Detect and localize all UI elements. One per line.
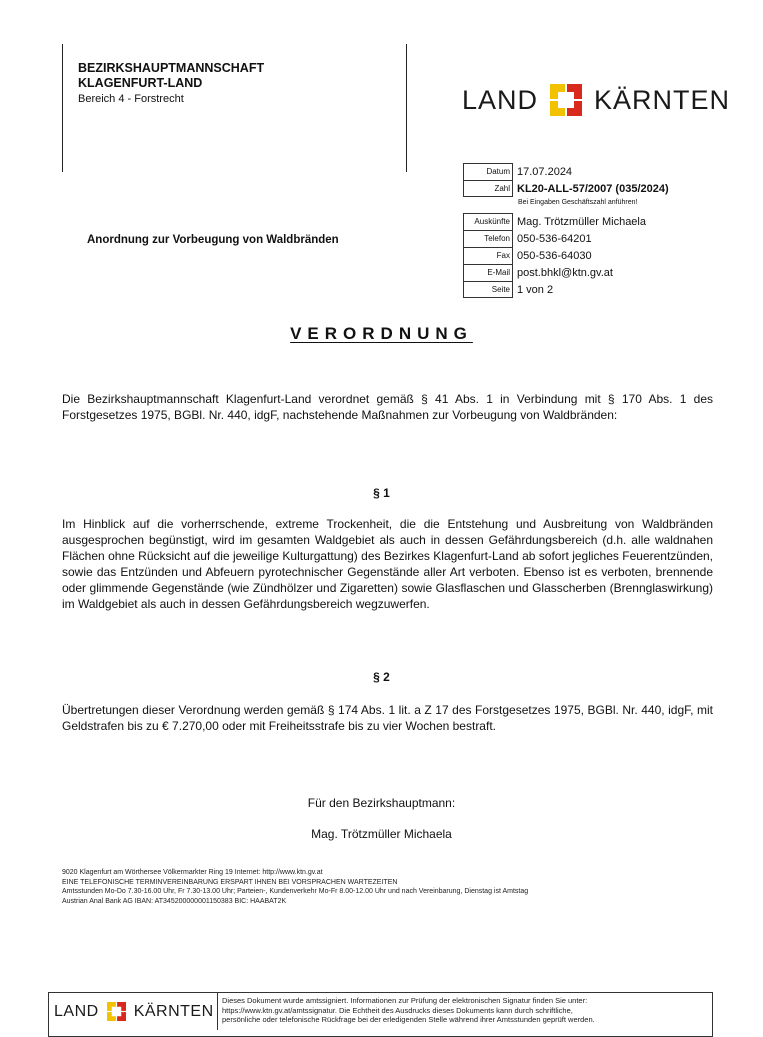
- meta-value-seite: 1 von 2: [517, 283, 554, 296]
- meta-value-zahl: KL20-ALL-57/2007 (035/2024): [517, 182, 669, 195]
- meta-label-auskuenfte: Auskünfte: [463, 213, 513, 230]
- meta-value-telefon: 050-536-64201: [517, 232, 592, 245]
- meta-row-datum: [463, 163, 669, 180]
- land-kaernten-logo: [462, 84, 730, 116]
- amtssignatur-divider: [217, 992, 218, 1030]
- meta-label-seite: Seite: [463, 281, 513, 298]
- section-2-heading: § 2: [373, 670, 390, 684]
- land-kaernten-logo-small: [54, 1002, 214, 1021]
- logo-small-mark-graphic: [107, 1002, 126, 1021]
- footer-address: 9020 Klagenfurt am Wörthersee Völkermarkter Ring 19 Internet: http://www.ktn.gv.at: [62, 869, 323, 876]
- meta-label-telefon: Telefon: [463, 230, 513, 247]
- footer-hours: Amtsstunden Mo-Do 7.30-16.00 Uhr, Fr 7.30-13.00 Uhr; Parteien-, Kundenverkehr Mo-Fr 8.00-12.00 Uhr und nach Vereinbarung, Dienstag ist Amtstag: [62, 888, 529, 895]
- document-subject: Anordnung zur Vorbeugung von Waldbränden: [87, 234, 339, 246]
- footer-notice: EINE TELEFONISCHE TERMINVEREINBARUNG ERSPART IHNEN BEI VORSPRACHEN WARTEZEITEN: [62, 878, 398, 886]
- document-title-text: VERORDNUNG: [290, 324, 473, 343]
- meta-value-fax: 050-536-64030: [517, 249, 592, 262]
- meta-value-datum: 17.07.2024: [517, 165, 573, 178]
- section-2-text: Übertretungen dieser Verordnung werden gemäß § 174 Abs. 1 lit. a Z 17 des Forstgesetzes 1975, BGBl. Nr. 440, idgF, mit Geldstrafen bis zu € 7.270,00 oder mit Freiheitsstrafe bis zu vier Wochen bestraft.: [62, 703, 713, 733]
- meta-row-email: [463, 264, 669, 281]
- sender-authority: [78, 61, 264, 91]
- document-title: [0, 324, 763, 344]
- sender-authority-line1: BEZIRKSHAUPTMANNSCHAFT: [78, 61, 265, 75]
- logo-word-land: LAND: [462, 84, 539, 115]
- logo-mark-graphic: [550, 84, 582, 116]
- amtssignatur-note-line1: Dieses Dokument wurde amtssigniert. Informationen zur Prüfung der elektronischen Signatur finden Sie unter:: [222, 996, 588, 1005]
- meta-row-auskuenfte: [463, 213, 669, 230]
- amtssignatur-note: [222, 996, 710, 1025]
- signature-name: Mag. Trötzmüller Michaela: [311, 827, 452, 841]
- logo-mark-icon: [550, 84, 582, 116]
- meta-label-zahl: Zahl: [463, 180, 513, 197]
- document-meta-table: [463, 163, 669, 298]
- meta-label-fax: Fax: [463, 247, 513, 264]
- meta-value-auskuenfte: Mag. Trötzmüller Michaela: [517, 215, 646, 228]
- section-1-heading: § 1: [373, 486, 390, 500]
- amtssignatur-note-line2[interactable]: https://www.ktn.gv.at/amtssignatur. Die Echtheit des Ausdrucks dieses Dokuments kann durch schriftliche,: [222, 1005, 573, 1015]
- logo-small-mark-icon: [107, 1002, 126, 1021]
- meta-row-seite: [463, 281, 669, 298]
- signature-intro: Für den Bezirkshauptmann:: [307, 796, 456, 810]
- footer-bank: Austrian Anal Bank AG IBAN: AT345200000001150383 BIC: HAABAT2K: [62, 897, 287, 905]
- intro-paragraph: Die Bezirkshauptmannschaft Klagenfurt-Land verordnet gemäß § 41 Abs. 1 in Verbindung mit § 170 Abs. 1 des Forstgesetzes 1975, BGBl. Nr. 440, idgF, nachstehende Maßnahmen zur Vorbeugung von Waldbränden:: [62, 392, 713, 422]
- meta-value-email[interactable]: post.bhkl@ktn.gv.at: [517, 266, 613, 279]
- meta-row-fax: [463, 247, 669, 264]
- meta-row-telefon: [463, 230, 669, 247]
- sender-department: Bereich 4 - Forstrecht: [78, 93, 184, 105]
- sender-authority-line2: KLAGENFURT-LAND: [78, 76, 203, 90]
- logo-word-kaernten: KÄRNTEN: [594, 84, 731, 115]
- meta-row-zahl: [463, 180, 669, 197]
- amtssignatur-note-line3: persönliche oder telefonische Rückfrage bei der erledigenden Stelle während ihrer Amtsstunden geprüft werden.: [222, 1015, 595, 1024]
- footer-block: [62, 868, 528, 906]
- meta-zahl-hint: Bei Eingaben Geschäftszahl anführen!: [518, 199, 638, 206]
- meta-label-email: E-Mail: [463, 264, 513, 281]
- section-1-text: Im Hinblick auf die vorherrschende, extreme Trockenheit, die die Entstehung und Ausbreitung von Waldbränden ausgesprochen begünstigt, wird im gesamten Waldgebiet als auch in dessen Gefährdungsbereich (d.h. alle waldnahen Flächen ohne Rücksicht auf die jeweilige Kulturgattung) des Bezirkes Klagenfurt-Land ab sofort jegliches Feuerentzünden, sowie das Entzünden und Abfeuern pyrotechnischer Gegenstände aller Art verboten. Ebenso ist es verboten, brennende oder glimmende Gegenstände (wie Zündhölzer und Zigaretten) sowie Glasflaschen und Glasscherben (Brennglaswirkung) im Waldgebiet als auch in dessen Gefährdungsbereich wegzuwerfen.: [62, 517, 713, 611]
- logo-small-word-land: LAND: [54, 1002, 99, 1020]
- meta-label-datum: Datum: [463, 163, 513, 180]
- logo-small-word-kaernten: KÄRNTEN: [133, 1002, 214, 1020]
